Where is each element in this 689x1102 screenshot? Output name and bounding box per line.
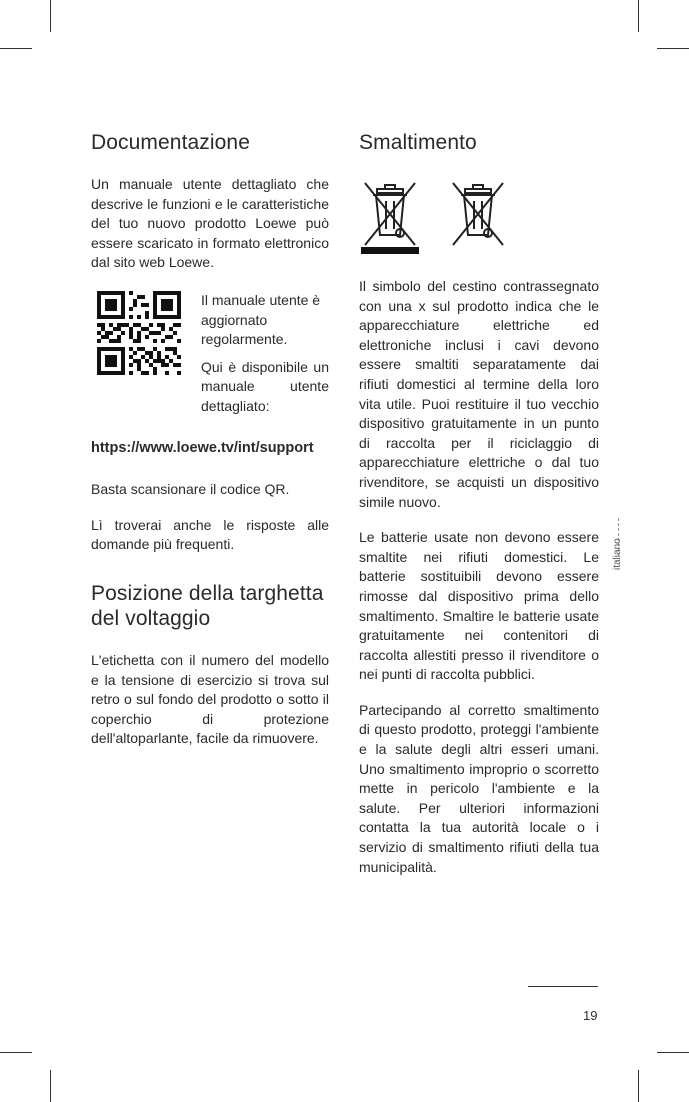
manual-available-text: Qui è disponibile un manuale utente dettagliato: [201,358,329,414]
footer-rule [528,986,598,987]
voltage-paragraph: L'etichetta con il numero del modello e la tensione di esercizio si trova sul retro o sul fondo del prodotto o sotto il coperchio di protezione dell'altoparlante, facile da rimuovere. [91,651,329,747]
crop-mark [0,1052,32,1053]
qr-text-block [201,291,329,417]
crop-mark [657,48,689,49]
crop-mark [638,0,639,32]
documentation-paragraph: Un manuale utente dettagliato che descrive le funzioni e le caratteristiche del tuo nuovo prodotto Loewe può essere scaricato in formato elettronico dal sito web Loewe. [91,176,329,271]
disposal-paragraph-2: Le batterie usate non devono essere smaltite nei rifiuti domestici. Le batterie sostituibili devono essere rimosse dal dispositivo prima dello smaltimento. Smaltire le batterie usate gratuitamente nei contenitori di raccolta allestiti presso il rivenditore o nei punti di raccolta pubblici. [359,529,599,683]
crop-mark [0,48,32,49]
language-label: italiano [612,538,623,570]
faq-text: Lì troverai anche le risposte alle domande più frequenti. [91,516,329,553]
support-url-link[interactable]: https://www.loewe.tv/int/support [91,439,314,456]
right-column [359,130,599,877]
crop-mark [638,1070,639,1102]
crossed-bin-underlined-icon [359,175,421,255]
crop-mark [657,1052,689,1053]
disposal-heading: Smaltimento [359,131,477,154]
left-column [91,130,329,749]
documentation-heading: Documentazione [91,131,250,154]
disposal-paragraph-3: Partecipando al corretto smaltimento di questo prodotto, proteggi l'ambiente e la salute degli altri esseri umani. Uno smaltimento improprio o scorretto mette in pericolo l'ambiente e la salute. Per ulteriori informazioni contatta la tua autorità locale o i servizio di smaltimento rifiuti della tua municipalità. [359,701,599,875]
disposal-symbols [359,175,599,255]
crossed-bin-icon [447,175,509,255]
disposal-paragraph-1: Il simbolo del cestino contrassegnato con una x sul prodotto indica che le apparecchiature elettriche ed elettroniche inclusi i cavi devono essere smaltiti separatamente dai rifiuti domestici al termine della loro vita utile. Puoi restituire il tuo vecchio dispositivo gratuitamente in un punto di raccolta per il riciclaggio di apparecchiature elettriche o dal tuo rivenditore, se acquisti un dispositivo simile nuovo. [359,278,599,510]
crop-mark [50,1070,51,1102]
page-number: 19 [583,1008,598,1023]
qr-code-icon[interactable] [97,291,181,375]
scan-qr-text: Basta scansionare il codice QR. [91,481,290,498]
qr-section [91,291,329,417]
manual-updated-text: Il manuale utente è aggiornato regolarmente. [201,291,321,348]
crop-mark [50,0,51,32]
voltage-heading: Posizione della targhetta del voltaggio [91,581,324,630]
